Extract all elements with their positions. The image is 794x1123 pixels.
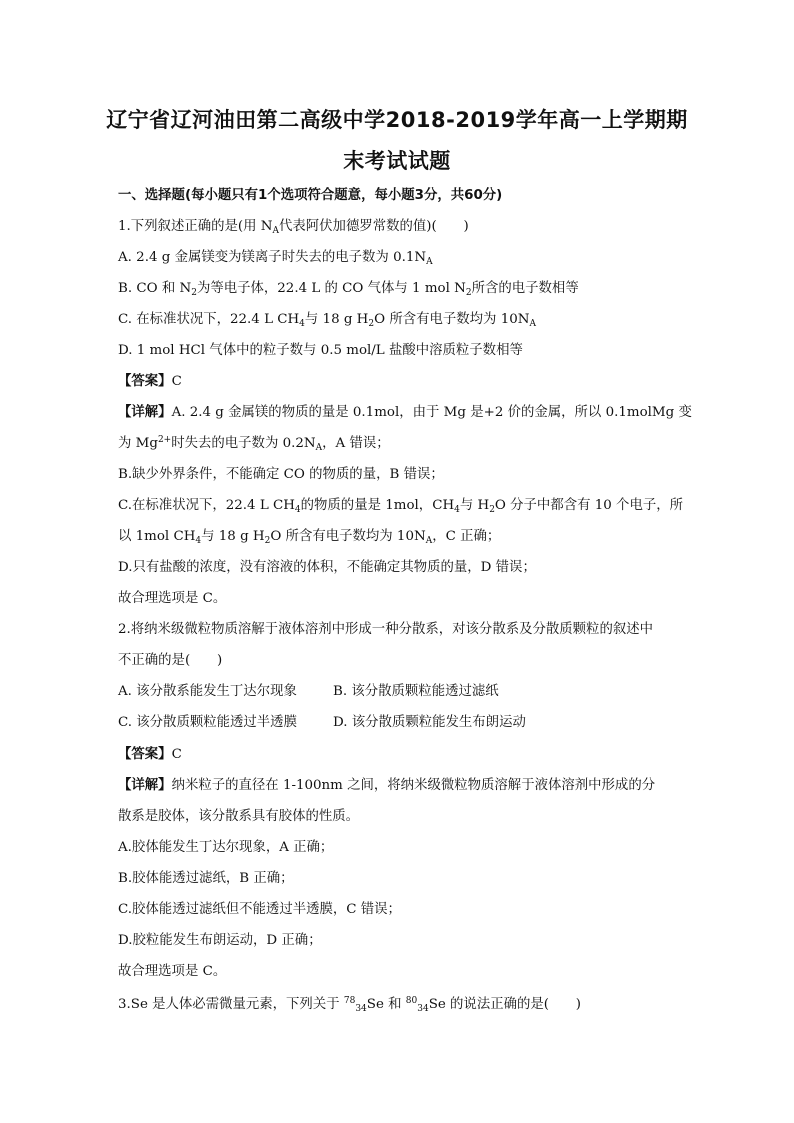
q1-answer: 【答案】C: [118, 374, 182, 389]
q1-explanation-c1: C.在标准状况下，22.4 L $CH_4$的物质的量是 1mol，$CH_4$与 $H_2O$ 分子中都含有 10 个电子，所: [118, 498, 684, 515]
q1-option-c: C. 在标准状况下，22.4 L $CH_4$与 18 g $H_2O$ 所含有电子数均为 $10N_A$: [118, 312, 536, 329]
q1-explanation-a2: 为 $Mg^{2+}$时失去的电子数为 $0.2N_A$，A 错误；: [118, 435, 390, 453]
q2-answer: 【答案】C: [118, 747, 182, 762]
q2-explanation-1: 【详解】纳米粒子的直径在 1-100nm 之间，将纳米级微粒物质溶解于液体溶剂中形成的分: [118, 778, 656, 793]
q1-option-d: D. 1 mol HCl 气体中的粒子数与 0.5 mol/L 盐酸中溶质粒子数相等: [118, 343, 523, 358]
q2-explanation-2: 散系是胶体，该分散系具有胶体的性质。: [118, 809, 360, 824]
q1-conclusion: 故合理选项是 C。: [118, 591, 227, 606]
q2-options-cd: [118, 714, 678, 732]
q2-explanation-c: C.胶体能透过滤纸但不能透过半透膜，C 错误；: [118, 902, 401, 917]
q2-options-ab: [118, 683, 678, 701]
q2-explanation-a: A.胶体能发生丁达尔现象，A 正确；: [118, 840, 334, 855]
q1-explanation-a1: 【详解】A. 2.4 g 金属镁的物质的量是 0.1mol，由于 Mg 是+2 价的金属，所以 0.1molMg 变: [118, 405, 692, 420]
document-title-line-1: 辽宁省辽河油田第二高级中学2018-2019学年高一上学期期: [106, 108, 688, 132]
q2-explanation-d: D.胶粒能发生布朗运动，D 正确；: [118, 933, 322, 948]
q1-stem: 1.下列叙述正确的是(用 $N_A$代表阿伏加德罗常数的值)( ): [118, 219, 469, 236]
document-title-line-2: 末考试试题: [343, 149, 451, 173]
q2-option-d: D. 该分散质颗粒能发生布朗运动: [333, 715, 526, 730]
q1-option-a: A. 2.4 g 金属镁变为镁离子时失去的电子数为 $0.1N_A$: [118, 250, 433, 267]
q1-explanation-c2: 以 1mol $CH_4$与 18 g $H_2O$ 所含有电子数均为 $10N_A$，C 正确；: [118, 529, 501, 546]
q2-explanation-b: B.胶体能透过滤纸，B 正确；: [118, 871, 294, 886]
q1-explanation-d: D.只有盐酸的浓度，没有溶液的体积，不能确定其物质的量，D 错误；: [118, 560, 536, 575]
q1-explanation-b: B.缺少外界条件，不能确定 CO 的物质的量，B 错误；: [118, 467, 444, 482]
q3-stem: 3.Se 是人体必需微量元素，下列关于 $^{78}_{34}$Se 和 $^{80}_{34}$Se 的说法正确的是( ): [118, 996, 582, 1014]
section-heading: 一、选择题(每小题只有1个选项符合题意，每小题3分，共60分): [118, 188, 503, 203]
q2-option-a: A. 该分散系能发生丁达尔现象: [118, 684, 297, 699]
q1-option-b: B. CO 和 $N_2$为等电子体，22.4 L 的 CO 气体与 1 mol $N_2$所含的电子数相等: [118, 281, 579, 298]
q2-conclusion: 故合理选项是 C。: [118, 964, 227, 979]
q2-stem-line-1: 2.将纳米级微粒物质溶解于液体溶剂中形成一种分散系，对该分散系及分散质颗粒的叙述中: [118, 622, 654, 637]
q2-stem-line-2: 不正确的是( ): [118, 653, 223, 668]
q2-option-b: B. 该分散质颗粒能透过滤纸: [333, 684, 499, 699]
q2-option-c: C. 该分散质颗粒能透过半透膜: [118, 715, 297, 730]
